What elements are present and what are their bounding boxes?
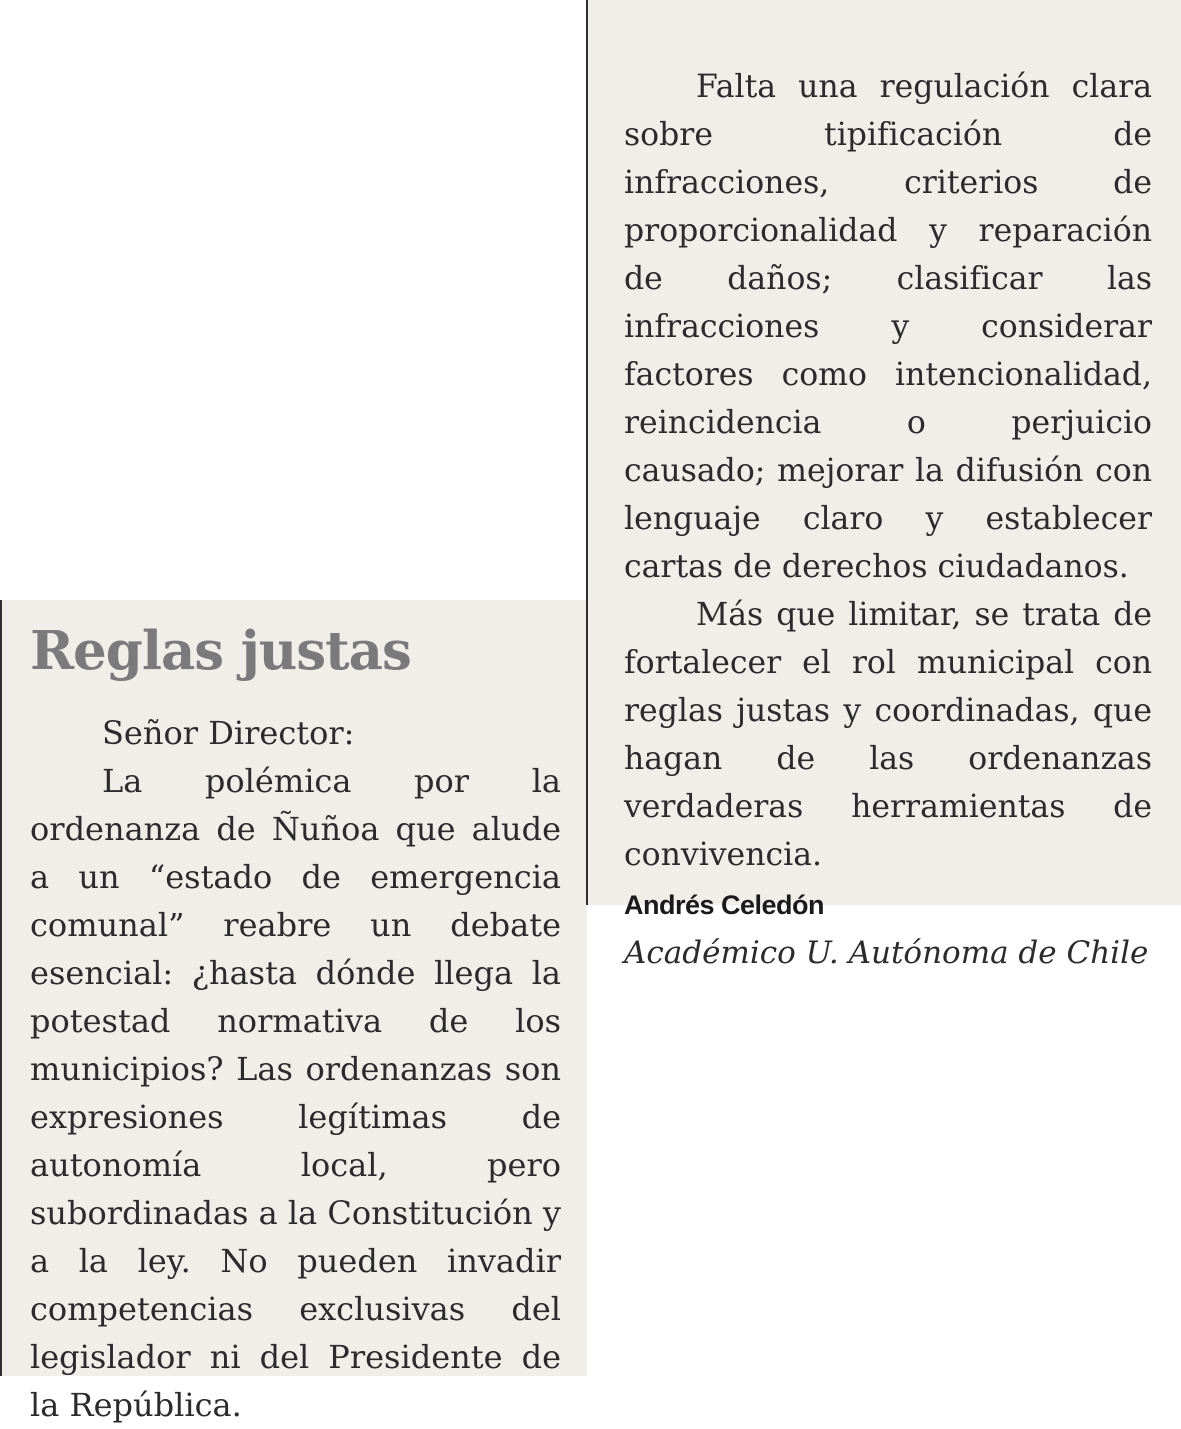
salutation: Señor Director: [102, 714, 355, 752]
letter-body-right [624, 63, 1152, 879]
letter-column-left [0, 600, 587, 1424]
author-affiliation: Académico U. Autónoma de Chile [624, 935, 1149, 971]
letter-body-left [30, 709, 561, 1429]
letter-column-right [586, 0, 1181, 971]
headline: Reglas justas [30, 620, 411, 682]
paragraph-3: Más que limitar, se trata de fortalecer el rol municipal con reglas justas y coordinadas, que hagan de las ordenanzas verdaderas herramientas de convivencia. [624, 597, 1152, 873]
paragraph-1: La polémica por la ordenanza de Ñuñoa que alude a un “estado de emergencia comunal” reabre un debate esencial: ¿hasta dónde llega la potestad normativa de los municipios? Las ordenanzas son expresiones legítimas de autonomía local, pero subordinadas a la Constitución y a la ley. No pueden invadir competencias exclusivas del legislador ni del Presidente de la República. [30, 762, 561, 1424]
author-name: Andrés Celedón [624, 890, 825, 920]
paragraph-2: Falta una regulación clara sobre tipificación de infracciones, criterios de proporcionalidad y reparación de daños; clasificar las infracciones y considerar factores como intencionalidad, reincidencia o perjuicio causado; mejorar la difusión con lenguaje claro y establecer cartas de derechos ciudadanos. [624, 69, 1152, 585]
